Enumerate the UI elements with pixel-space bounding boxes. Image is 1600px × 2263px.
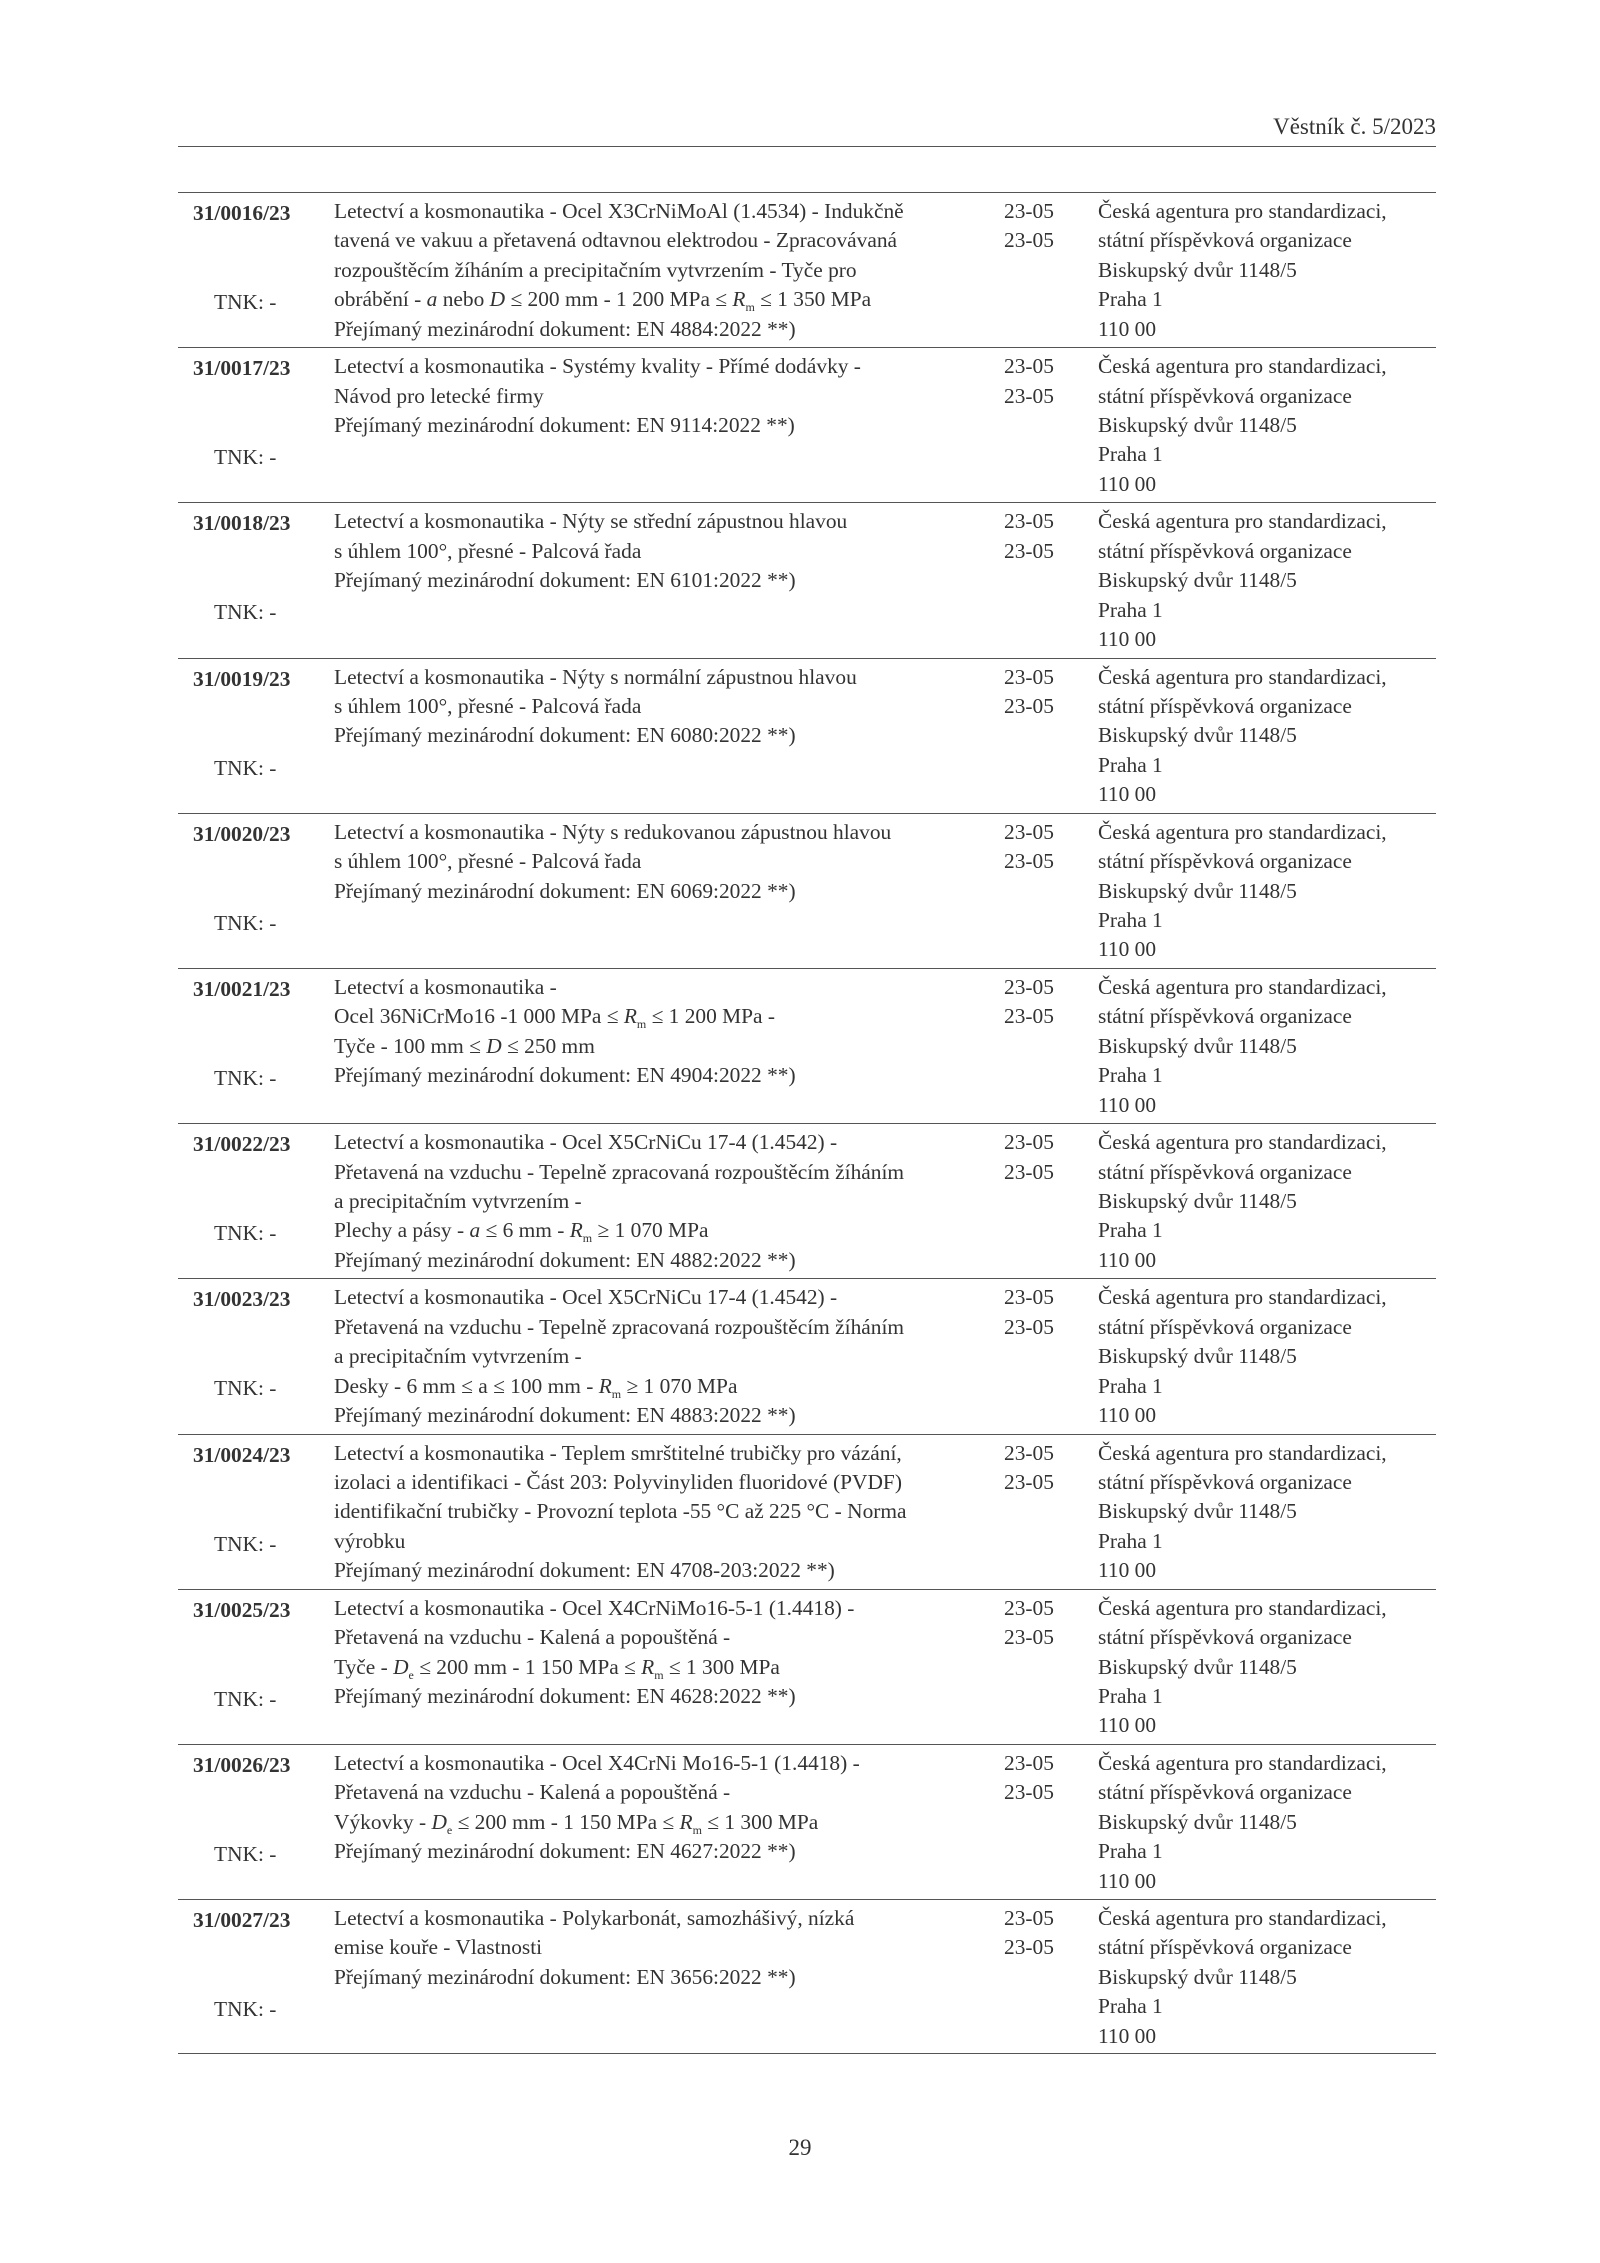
title-line: Letectví a kosmonautika - Teplem smrštitelné trubičky pro vázání, bbox=[334, 1440, 902, 1465]
adopted-document: Přejímaný mezinárodní dokument: EN 3656:2022 **) bbox=[334, 1964, 796, 1989]
entry-title bbox=[334, 973, 1002, 1091]
tnk-label: TNK: - bbox=[214, 1376, 277, 1401]
table-row bbox=[178, 502, 1436, 657]
codes: 23-05 23-05 bbox=[1004, 1750, 1054, 1805]
entry-title bbox=[334, 352, 1002, 440]
journal-title: Věstník č. 5/2023 bbox=[1273, 114, 1436, 139]
title-line: Letectví a kosmonautika - Nýty s normální zápustnou hlavou bbox=[334, 664, 857, 689]
entry-title bbox=[334, 818, 1002, 906]
tnk-label: TNK: - bbox=[214, 1841, 277, 1866]
title-line: izolaci a identifikaci - Část 203: Polyvinyliden fluoridové (PVDF) bbox=[334, 1469, 902, 1494]
title-line: Plechy a pásy - a ≤ 6 mm - $R_m \ge 1$ 070 MPa bbox=[334, 1218, 709, 1246]
entry-number: 31/0026/23 bbox=[193, 1752, 291, 1777]
title-line: Letectví a kosmonautika - Ocel X4CrNiMo16-5-1 (1.4418) - bbox=[334, 1595, 855, 1620]
adopted-document: Přejímaný mezinárodní dokument: EN 6101:2022 **) bbox=[334, 568, 796, 593]
title-line: identifikační trubičky - Provozní teplota -55 °C až 225 °C - Norma bbox=[334, 1499, 907, 1524]
title-line: s úhlem 100°, přesné - Palcová řada bbox=[334, 538, 642, 563]
table-row bbox=[178, 1589, 1436, 1744]
tnk-label: TNK: - bbox=[214, 1686, 277, 1711]
title-line: Letectví a kosmonautika - Ocel X4CrNi Mo16-5-1 (1.4418) - bbox=[334, 1750, 860, 1775]
agency-address: Česká agentura pro standardizaci, státní příspěvková organizace Biskupský dvůr 1148/5 Praha 1 110 00 bbox=[1098, 1130, 1387, 1272]
table-row bbox=[178, 1278, 1436, 1433]
title-line: Letectví a kosmonautika - Nýty s redukovanou zápustnou hlavou bbox=[334, 819, 892, 844]
title-line: Letectví a kosmonautika - bbox=[334, 974, 557, 999]
codes: 23-05 23-05 bbox=[1004, 199, 1054, 253]
entry-title bbox=[334, 1594, 1002, 1712]
page-header bbox=[178, 114, 1436, 147]
title-line: s úhlem 100°, přesné - Palcová řada bbox=[334, 693, 642, 718]
table-row bbox=[178, 1434, 1436, 1589]
agency-address: Česká agentura pro standardizaci, státní příspěvková organizace Biskupský dvůr 1148/5 Praha 1 110 00 bbox=[1098, 819, 1387, 962]
standards-table bbox=[178, 192, 1436, 2054]
entry-number: 31/0025/23 bbox=[193, 1597, 291, 1622]
table-row bbox=[178, 968, 1436, 1123]
table-row bbox=[178, 1744, 1436, 1899]
title-line: Přetavená na vzduchu - Tepelně zpracovaná rozpouštěcím žíháním bbox=[334, 1314, 905, 1339]
codes: 23-05 23-05 bbox=[1004, 1906, 1054, 1960]
entry-number: 31/0023/23 bbox=[193, 1287, 291, 1312]
agency-address: Česká agentura pro standardizaci, státní příspěvková organizace Biskupský dvůr 1148/5 Praha 1 110 00 bbox=[1098, 1595, 1387, 1738]
title-line: Letectví a kosmonautika - Systémy kvality - Přímé dodávky - bbox=[334, 354, 861, 379]
entry-title bbox=[334, 1749, 1002, 1867]
entry-number: 31/0021/23 bbox=[193, 976, 291, 1001]
table-row bbox=[178, 1899, 1436, 2054]
table-row bbox=[178, 192, 1436, 347]
agency-address: Česká agentura pro standardizaci, státní příspěvková organizace Biskupský dvůr 1148/5 Praha 1 110 00 bbox=[1098, 354, 1387, 496]
adopted-document: Přejímaný mezinárodní dokument: EN 4628:2022 **) bbox=[334, 1683, 796, 1708]
title-line: Letectví a kosmonautika - Ocel X3CrNiMoAl (1.4534) - Indukčně bbox=[334, 199, 904, 223]
title-line: Letectví a kosmonautika - Nýty se střední zápustnou hlavou bbox=[334, 509, 848, 534]
title-line: s úhlem 100°, přesné - Palcová řada bbox=[334, 849, 642, 874]
title-line: Letectví a kosmonautika - Ocel X5CrNiCu 17-4 (1.4542) - bbox=[334, 1130, 838, 1155]
codes: 23-05 23-05 bbox=[1004, 974, 1054, 1029]
agency-address: Česká agentura pro standardizaci, státní příspěvková organizace Biskupský dvůr 1148/5 Praha 1 110 00 bbox=[1098, 1906, 1387, 2048]
table-row bbox=[178, 658, 1436, 813]
codes: 23-05 23-05 bbox=[1004, 1285, 1054, 1339]
title-line: výrobku bbox=[334, 1528, 406, 1553]
entry-title bbox=[334, 663, 1002, 751]
adopted-document: Přejímaný mezinárodní dokument: EN 4883:2022 **) bbox=[334, 1402, 796, 1427]
entry-number: 31/0016/23 bbox=[193, 201, 291, 225]
title-line: a precipitačním vytvrzením - bbox=[334, 1188, 582, 1213]
title-line: rozpouštěcím žíháním a precipitačním vytvrzením - Tyče pro bbox=[334, 257, 857, 282]
adopted-document: Přejímaný mezinárodní dokument: EN 4904:2022 **) bbox=[334, 1063, 796, 1088]
adopted-document: Přejímaný mezinárodní dokument: EN 4708-203:2022 **) bbox=[334, 1558, 835, 1583]
table-row bbox=[178, 813, 1436, 968]
agency-address: Česká agentura pro standardizaci, státní příspěvková organizace Biskupský dvůr 1148/5 Praha 1 110 00 bbox=[1098, 664, 1387, 807]
codes: 23-05 23-05 bbox=[1004, 354, 1054, 408]
title-line: emise kouře - Vlastnosti bbox=[334, 1935, 543, 1960]
entry-number: 31/0022/23 bbox=[193, 1132, 291, 1157]
agency-address: Česká agentura pro standardizaci, státní příspěvková organizace Biskupský dvůr 1148/5 Praha 1 110 00 bbox=[1098, 1285, 1387, 1427]
codes: 23-05 23-05 bbox=[1004, 819, 1054, 874]
codes: 23-05 23-05 bbox=[1004, 1130, 1054, 1184]
tnk-label: TNK: - bbox=[214, 1997, 277, 2022]
adopted-document: Přejímaný mezinárodní dokument: EN 4882:2022 **) bbox=[334, 1247, 796, 1272]
codes: 23-05 23-05 bbox=[1004, 1440, 1054, 1494]
entry-number: 31/0024/23 bbox=[193, 1442, 291, 1467]
entry-number: 31/0017/23 bbox=[193, 356, 291, 381]
entry-title bbox=[334, 1439, 1002, 1586]
tnk-label: TNK: - bbox=[214, 1065, 277, 1090]
tnk-label: TNK: - bbox=[214, 1531, 277, 1556]
agency-address: Česká agentura pro standardizaci, státní příspěvková organizace Biskupský dvůr 1148/5 Praha 1 110 00 bbox=[1098, 1440, 1387, 1583]
title-line: Tyče - $D_e \le 200$ mm - 1 150 MPa ≤ $R_m \le 1$ 300 MPa bbox=[334, 1654, 780, 1682]
title-line: Ocel 36NiCrMo16 -1 000 MPa ≤ $R_m \le 1$ 200 MPa - bbox=[334, 1004, 776, 1032]
adopted-document: Přejímaný mezinárodní dokument: EN 6080:2022 **) bbox=[334, 723, 796, 748]
entry-number: 31/0019/23 bbox=[193, 666, 291, 691]
entry-number: 31/0027/23 bbox=[193, 1908, 291, 1933]
title-line: Tyče - 100 mm ≤ D ≤ 250 mm bbox=[334, 1033, 595, 1058]
title-line: Přetavená na vzduchu - Kalená a popouštěná - bbox=[334, 1625, 731, 1650]
adopted-document: Přejímaný mezinárodní dokument: EN 4627:2022 **) bbox=[334, 1839, 796, 1864]
tnk-label: TNK: - bbox=[214, 910, 277, 935]
title-line: Návod pro letecké firmy bbox=[334, 383, 544, 408]
entry-title bbox=[334, 197, 1002, 344]
title-line: Letectví a kosmonautika - Ocel X5CrNiCu 17-4 (1.4542) - bbox=[334, 1285, 838, 1310]
page-number: 29 bbox=[788, 2135, 812, 2160]
title-line: obrábění - a nebo D ≤ 200 mm - 1 200 MPa ≤ $R_m \le 1$ 350 MPa bbox=[334, 287, 872, 315]
title-line: a precipitačním vytvrzením - bbox=[334, 1344, 582, 1369]
title-line: Přetavená na vzduchu - Tepelně zpracovaná rozpouštěcím žíháním bbox=[334, 1159, 905, 1184]
tnk-label: TNK: - bbox=[214, 755, 277, 780]
entry-number: 31/0020/23 bbox=[193, 821, 291, 846]
title-line: Letectví a kosmonautika - Polykarbonát, samozhášivý, nízká bbox=[334, 1906, 855, 1931]
tnk-label: TNK: - bbox=[214, 1221, 277, 1246]
agency-address: Česká agentura pro standardizaci, státní příspěvková organizace Biskupský dvůr 1148/5 Praha 1 110 00 bbox=[1098, 509, 1387, 651]
title-line: Výkovky - $D_e \le 200$ mm - 1 150 MPa ≤ $R_m \le 1$ 300 MPa bbox=[334, 1809, 819, 1837]
agency-address: Česká agentura pro standardizaci, státní příspěvková organizace Biskupský dvůr 1148/5 Praha 1 110 00 bbox=[1098, 1750, 1387, 1893]
title-line: Přetavená na vzduchu - Kalená a popouštěná - bbox=[334, 1780, 731, 1805]
entry-title bbox=[334, 1283, 1002, 1430]
codes: 23-05 23-05 bbox=[1004, 1595, 1054, 1650]
adopted-document: Přejímaný mezinárodní dokument: EN 6069:2022 **) bbox=[334, 878, 796, 903]
entry-title bbox=[334, 1128, 1002, 1275]
agency-address: Česká agentura pro standardizaci, státní příspěvková organizace Biskupský dvůr 1148/5 Praha 1 110 00 bbox=[1098, 974, 1387, 1117]
table-row bbox=[178, 347, 1436, 502]
codes: 23-05 23-05 bbox=[1004, 509, 1054, 563]
agency-address: Česká agentura pro standardizaci, státní příspěvková organizace Biskupský dvůr 1148/5 Praha 1 110 00 bbox=[1098, 199, 1387, 341]
adopted-document: Přejímaný mezinárodní dokument: EN 9114:2022 **) bbox=[334, 413, 795, 437]
table-row bbox=[178, 1123, 1436, 1278]
title-line: Desky - 6 mm ≤ a ≤ 100 mm - $R_m \ge 1$ 070 MPa bbox=[334, 1373, 738, 1401]
entry-title bbox=[334, 1904, 1002, 1992]
entry-title bbox=[334, 507, 1002, 595]
adopted-document: Přejímaný mezinárodní dokument: EN 4884:2022 **) bbox=[334, 316, 796, 341]
title-line: tavená ve vakuu a přetavená odtavnou elektrodou - Zpracovávaná bbox=[334, 228, 898, 253]
tnk-label: TNK: - bbox=[214, 290, 277, 314]
tnk-label: TNK: - bbox=[214, 600, 277, 625]
entry-number: 31/0018/23 bbox=[193, 511, 291, 536]
tnk-label: TNK: - bbox=[214, 445, 277, 470]
codes: 23-05 23-05 bbox=[1004, 664, 1054, 718]
